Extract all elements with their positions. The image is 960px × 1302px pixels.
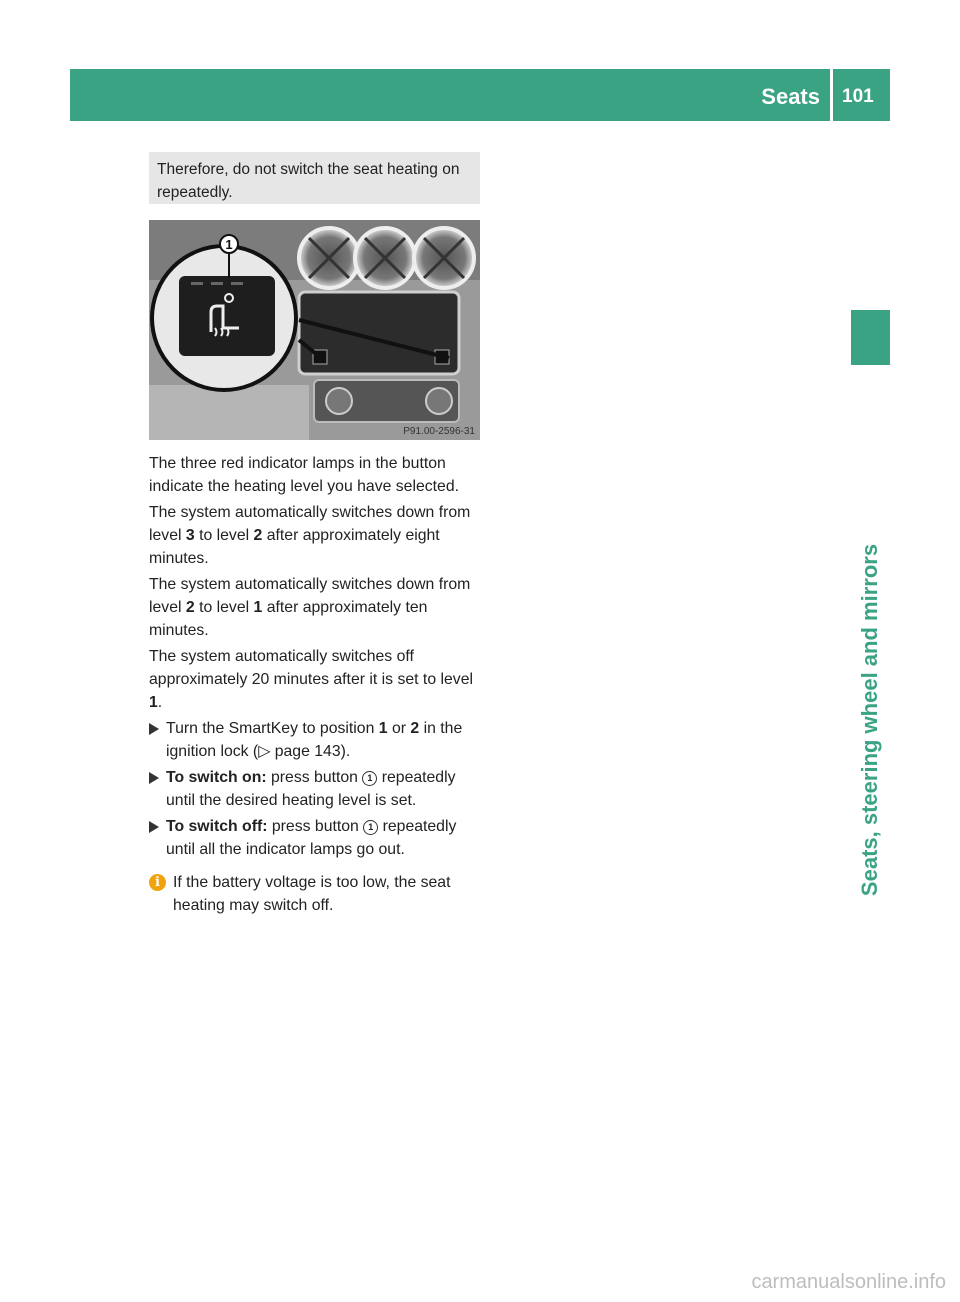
paragraph: The system automatically switches off approximately 20 minutes after it is set to level 1. <box>149 648 473 711</box>
callout-circle-icon: 1 <box>363 820 378 835</box>
step-arrow-icon <box>149 772 159 784</box>
chapter-tab-label: Seats, steering wheel and mirrors <box>857 543 882 897</box>
body-text <box>149 452 482 917</box>
figure-code: P91.00-2596-31 <box>403 426 475 437</box>
header-separator <box>830 69 833 121</box>
air-vent-icon <box>299 228 474 288</box>
callout-number: 1 <box>225 237 233 252</box>
instruction-step: To switch on: press button 1 repeatedly until the desired heating level is set. <box>149 766 482 812</box>
paragraph: The three red indicator lamps in the button indicate the heating level you have selected. <box>149 455 460 495</box>
section-title: Seats <box>761 84 820 109</box>
seat-heating-button-photo <box>149 220 480 440</box>
page-number: 101 <box>842 86 874 107</box>
paragraph: The system automatically switches down from level 3 to level 2 after approximately eight minutes. <box>149 504 471 567</box>
info-note: i If the battery voltage is too low, the seat heating may switch off. <box>149 871 482 917</box>
info-icon: i <box>149 874 166 891</box>
page-reference-link[interactable]: ▷ page 143 <box>258 743 341 760</box>
instruction-step: To switch off: press button 1 repeatedly until all the indicator lamps go out. <box>149 815 482 861</box>
callout-circle-icon: 1 <box>362 771 377 786</box>
step-arrow-icon <box>149 821 159 833</box>
instruction-step: Turn the SmartKey to position 1 or 2 in the ignition lock (▷ page 143). <box>149 717 482 763</box>
note-box: Therefore, do not switch the seat heating on repeatedly. <box>149 152 480 204</box>
chapter-tab-marker <box>851 310 890 365</box>
step-arrow-icon <box>149 723 159 735</box>
paragraph: The system automatically switches down from level 2 to level 1 after approximately ten minutes. <box>149 576 471 639</box>
footer-watermark: carmanualsonline.info <box>751 1271 946 1293</box>
